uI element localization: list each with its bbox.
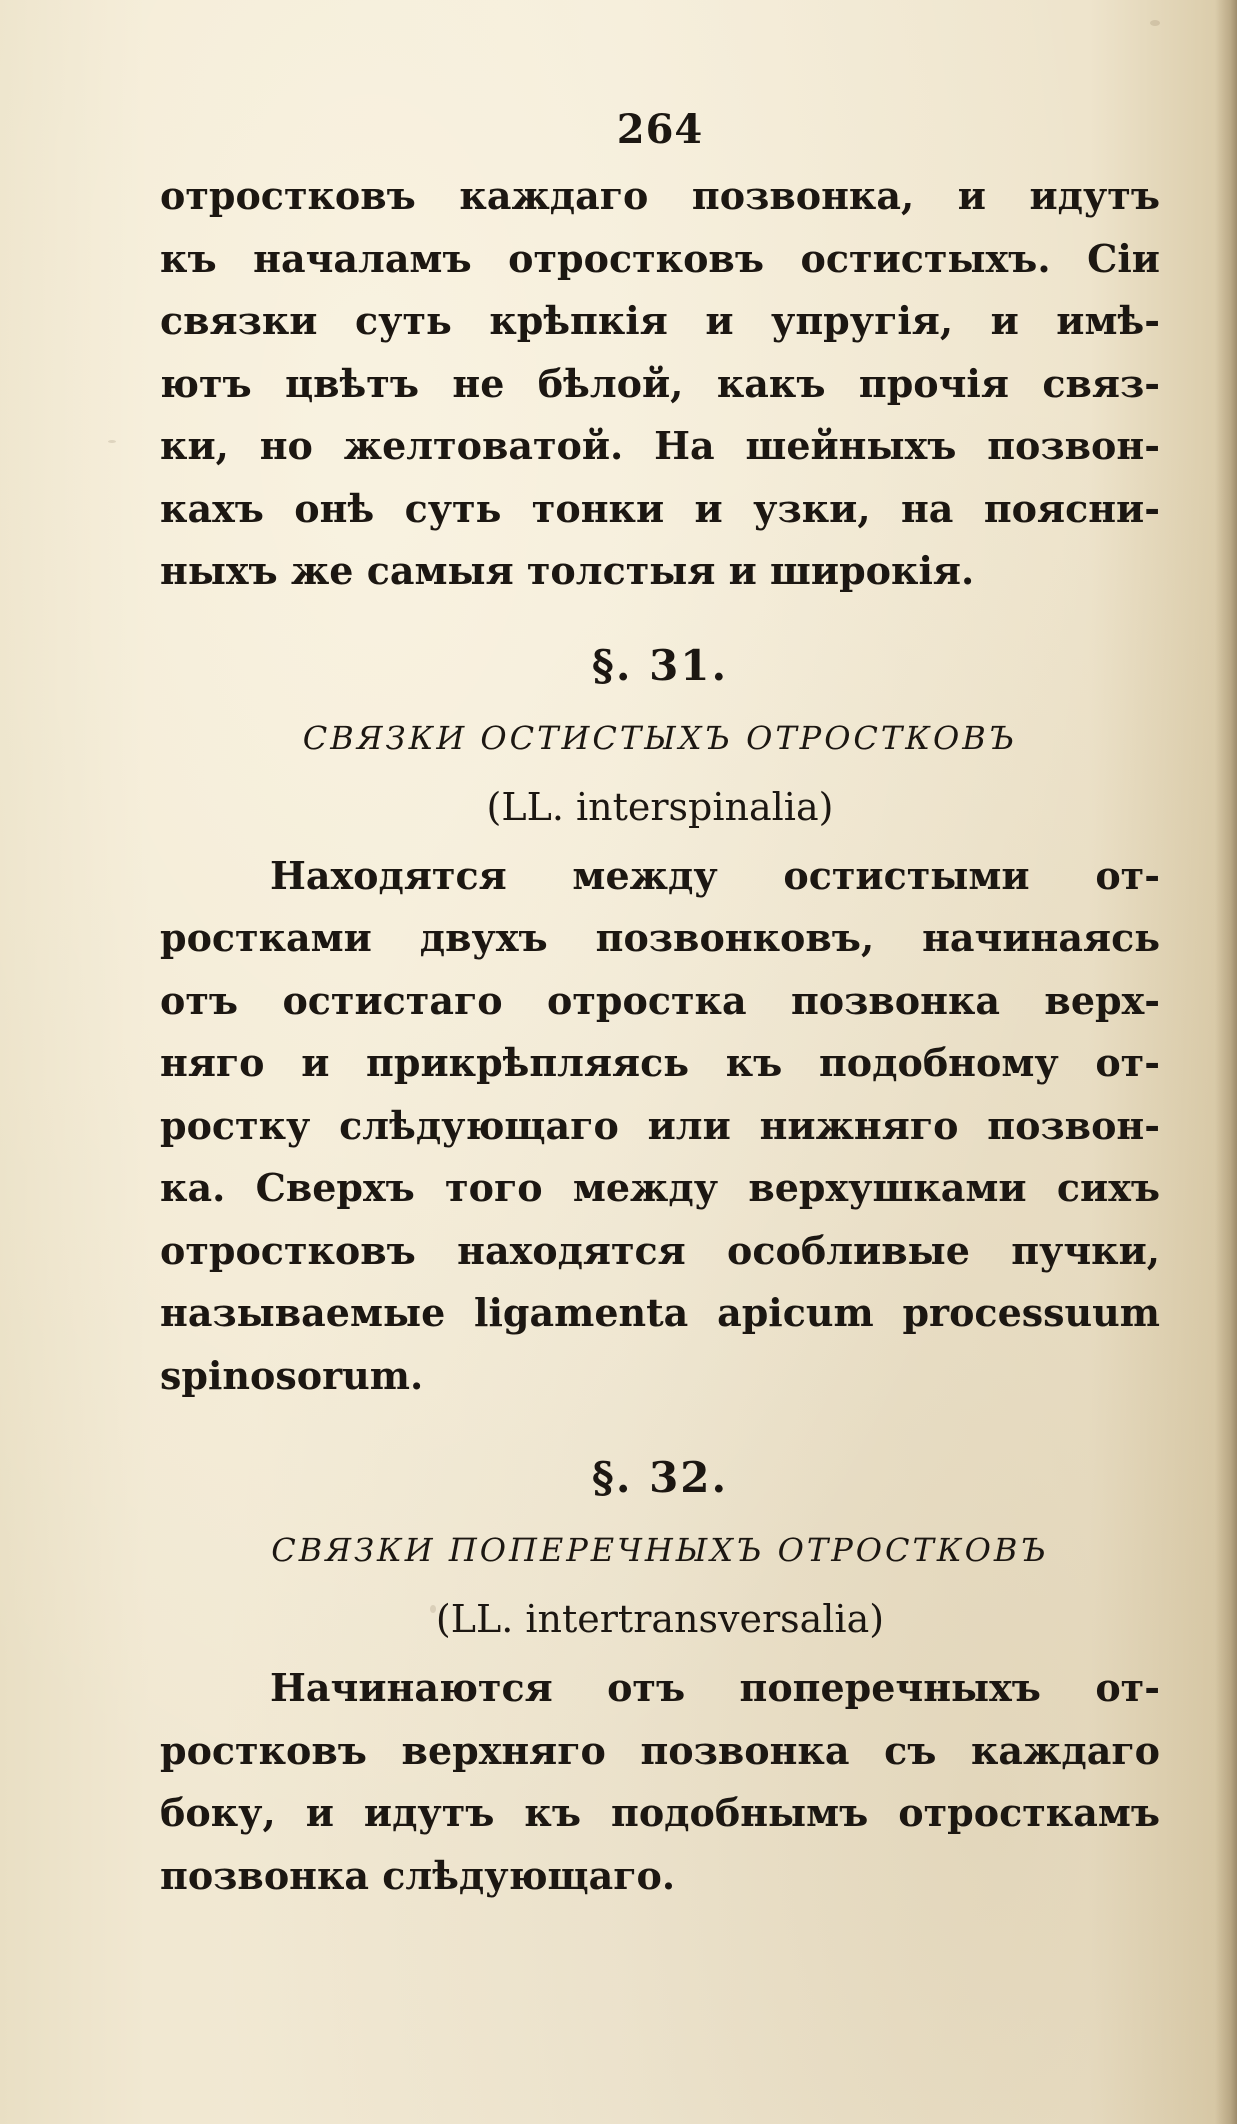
page-text [160, 95, 1160, 1907]
paragraph-continued [160, 165, 1160, 603]
text-line: связки суть крѣпкія и упругія, и имѣ- [160, 298, 1160, 343]
text-line: ютъ цвѣтъ не бѣлой, какъ прочія связ- [160, 360, 1160, 406]
section-paragraph [160, 1657, 1160, 1907]
text-line: отростковъ каждаго позвонка, и идутъ [160, 173, 1160, 218]
text-line: ка. Сверхъ того между верхушками сихъ [160, 1165, 1160, 1210]
text-line: отростковъ находятся особливые пучки, [160, 1227, 1160, 1273]
text-line: ныхъ же самыя толстыя и широкія. [160, 548, 975, 593]
section-heading: СВЯЗКИ ПОПЕРЕЧНЫХЪ ОТРОСТКОВЪ [271, 1531, 1049, 1569]
section-heading: СВЯЗКИ ОСТИСТЫХЪ ОТРОСТКОВЪ [302, 718, 1018, 757]
latin-term: (LL. intertransversalia) [435, 1597, 885, 1641]
text-line: ростку слѣдующаго или нижняго позвон- [160, 1102, 1160, 1148]
section-number: §. 32. [591, 1453, 729, 1502]
text-line: позвонка слѣдующаго. [160, 1852, 676, 1898]
text-line: къ началамъ отростковъ остистыхъ. Сіи [160, 235, 1160, 281]
text-line: няго и прикрѣпляясь къ подобному от- [160, 1040, 1160, 1085]
ink-speck [1150, 20, 1160, 26]
latin-term: (LL. interspinalia) [486, 784, 834, 829]
text-line: ростками двухъ позвонковъ, начинаясь [160, 915, 1160, 960]
section-number: §. 31. [591, 640, 729, 690]
text-line: отъ остистаго отростка позвонка верх- [160, 977, 1160, 1023]
section-paragraph [160, 845, 1160, 1408]
text-line: кахъ онѣ суть тонки и узки, на поясни- [160, 485, 1160, 531]
page-number: 264 [616, 106, 704, 153]
text-line: Начинаются отъ поперечныхъ от- [270, 1665, 1160, 1710]
page-edge-shadow [1215, 0, 1237, 2124]
text-line: называемые ligamenta apicum processuum [160, 1290, 1160, 1335]
text-line: боку, и идутъ къ подобнымъ отросткамъ [160, 1790, 1160, 1835]
ink-speck [108, 440, 116, 443]
text-line: ки, но желтоватой. На шейныхъ позвон- [160, 423, 1160, 468]
text-line: ростковъ верхняго позвонка съ каждаго [160, 1727, 1160, 1773]
text-line: spinosorum. [160, 1352, 424, 1398]
text-line: Находятся между остистыми от- [270, 852, 1160, 898]
